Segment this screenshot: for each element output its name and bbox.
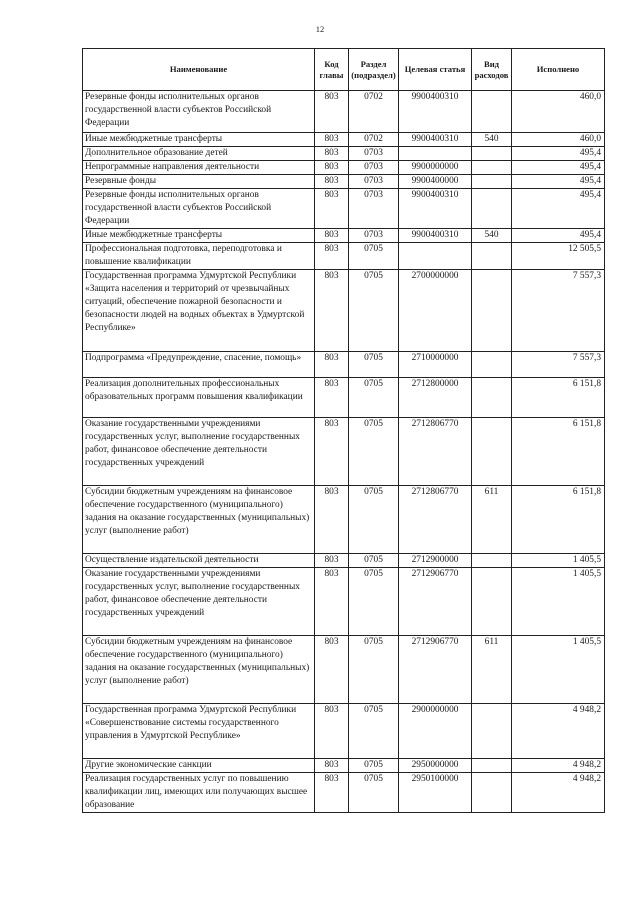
cell-target: 2712806770	[399, 486, 472, 554]
cell-name: Иные межбюджетные трансферты	[83, 229, 315, 243]
cell-code: 803	[315, 229, 349, 243]
table-row	[83, 229, 605, 243]
cell-target: 2710000000	[399, 352, 472, 378]
table-row	[83, 91, 605, 133]
cell-name: Резервные фонды исполнительных органов государственной власти субъектов Российской Федерации	[83, 189, 315, 229]
cell-section: 0702	[349, 91, 399, 133]
header-done: Исполнено	[512, 49, 605, 91]
cell-kind	[472, 352, 512, 378]
cell-section: 0702	[349, 133, 399, 147]
cell-kind	[472, 91, 512, 133]
table-row	[83, 243, 605, 270]
cell-kind: 611	[472, 636, 512, 704]
cell-target: 9900400000	[399, 175, 472, 189]
cell-kind: 540	[472, 133, 512, 147]
cell-name: Субсидии бюджетным учреждениям на финансовое обеспечение государственного (муниципального) задания на оказание государственных (муниципальных) услуг (выполнение работ)	[83, 486, 315, 554]
cell-code: 803	[315, 189, 349, 229]
expenditure-table	[82, 48, 605, 813]
table-row	[83, 175, 605, 189]
table-row	[83, 773, 605, 813]
cell-done: 4 948,2	[512, 704, 605, 759]
cell-name: Профессиональная подготовка, переподготовка и повышение квалификации	[83, 243, 315, 270]
cell-section: 0703	[349, 175, 399, 189]
cell-done: 1 405,5	[512, 636, 605, 704]
cell-name: Другие экономические санкции	[83, 759, 315, 773]
cell-done: 4 948,2	[512, 759, 605, 773]
header-target: Целевая статья	[399, 49, 472, 91]
cell-done: 460,0	[512, 91, 605, 133]
cell-target: 9900000000	[399, 161, 472, 175]
cell-target: 2700000000	[399, 270, 472, 352]
cell-target	[399, 243, 472, 270]
table-row	[83, 378, 605, 418]
cell-kind	[472, 554, 512, 568]
cell-section: 0705	[349, 554, 399, 568]
cell-name: Субсидии бюджетным учреждениям на финансовое обеспечение государственного (муниципального) задания на оказание государственных (муниципальных) услуг (выполнение работ)	[83, 636, 315, 704]
cell-target: 9900400310	[399, 91, 472, 133]
table-row	[83, 636, 605, 704]
table-row	[83, 554, 605, 568]
cell-kind	[472, 147, 512, 161]
cell-section: 0705	[349, 759, 399, 773]
cell-code: 803	[315, 378, 349, 418]
cell-target: 2712906770	[399, 568, 472, 636]
cell-target: 2712900000	[399, 554, 472, 568]
cell-code: 803	[315, 704, 349, 759]
cell-section: 0705	[349, 352, 399, 378]
cell-target: 2712806770	[399, 418, 472, 486]
cell-section: 0705	[349, 270, 399, 352]
header-code: Код главы	[315, 49, 349, 91]
cell-code: 803	[315, 759, 349, 773]
cell-name: Государственная программа Удмуртской Республики «Совершенствование системы государственного управления в Удмуртской Республике»	[83, 704, 315, 759]
cell-code: 803	[315, 418, 349, 486]
cell-kind: 611	[472, 486, 512, 554]
cell-done: 4 948,2	[512, 773, 605, 813]
cell-target: 9900400310	[399, 229, 472, 243]
cell-target: 9900400310	[399, 133, 472, 147]
cell-kind	[472, 243, 512, 270]
cell-code: 803	[315, 133, 349, 147]
cell-code: 803	[315, 270, 349, 352]
cell-code: 803	[315, 147, 349, 161]
cell-code: 803	[315, 568, 349, 636]
cell-name: Реализация государственных услуг по повышению квалификации лиц, имеющих или получающих высшее образование	[83, 773, 315, 813]
cell-code: 803	[315, 161, 349, 175]
cell-kind	[472, 175, 512, 189]
cell-target: 2950100000	[399, 773, 472, 813]
table-row	[83, 270, 605, 352]
cell-done: 12 505,5	[512, 243, 605, 270]
page-number: 12	[315, 24, 325, 34]
cell-code: 803	[315, 243, 349, 270]
cell-target: 2950000000	[399, 759, 472, 773]
cell-done: 495,4	[512, 175, 605, 189]
table-row	[83, 189, 605, 229]
cell-done: 495,4	[512, 189, 605, 229]
cell-kind	[472, 161, 512, 175]
cell-name: Реализация дополнительных профессиональных образовательных программ повышения квалификации	[83, 378, 315, 418]
cell-section: 0703	[349, 161, 399, 175]
table-row	[83, 161, 605, 175]
cell-done: 460,0	[512, 133, 605, 147]
cell-name: Непрограммные направления деятельности	[83, 161, 315, 175]
cell-section: 0705	[349, 378, 399, 418]
cell-section: 0705	[349, 773, 399, 813]
cell-section: 0705	[349, 418, 399, 486]
cell-name: Осуществление издательской деятельности	[83, 554, 315, 568]
table-row	[83, 486, 605, 554]
cell-section: 0705	[349, 704, 399, 759]
cell-name: Подпрограмма «Предупреждение, спасение, помощь»	[83, 352, 315, 378]
cell-section: 0705	[349, 486, 399, 554]
table-row	[83, 133, 605, 147]
cell-done: 7 557,3	[512, 352, 605, 378]
cell-kind	[472, 704, 512, 759]
cell-done: 6 151,8	[512, 418, 605, 486]
cell-code: 803	[315, 175, 349, 189]
cell-name: Оказание государственными учреждениями государственных услуг, выполнение государственных работ, финансовое обеспечение деятельности государственных учреждений	[83, 568, 315, 636]
cell-name: Дополнительное образование детей	[83, 147, 315, 161]
cell-target: 2712800000	[399, 378, 472, 418]
cell-section: 0705	[349, 243, 399, 270]
cell-name: Резервные фонды	[83, 175, 315, 189]
cell-target: 2900000000	[399, 704, 472, 759]
cell-target	[399, 147, 472, 161]
cell-kind	[472, 773, 512, 813]
cell-done: 495,4	[512, 229, 605, 243]
header-name: Наименование	[83, 49, 315, 91]
header-kind: Вид расходов	[472, 49, 512, 91]
cell-section: 0703	[349, 147, 399, 161]
cell-done: 6 151,8	[512, 486, 605, 554]
header-section: Раздел (подраздел)	[349, 49, 399, 91]
cell-name: Оказание государственными учреждениями государственных услуг, выполнение государственных работ, финансовое обеспечение деятельности государственных учреждений	[83, 418, 315, 486]
cell-name: Государственная программа Удмуртской Республики «Защита населения и территорий от чрезвычайных ситуаций, обеспечение пожарной безопасности и безопасности людей на водных объектах в Удмуртской Республике»	[83, 270, 315, 352]
cell-section: 0705	[349, 636, 399, 704]
table-row	[83, 704, 605, 759]
cell-kind	[472, 189, 512, 229]
cell-done: 495,4	[512, 161, 605, 175]
cell-code: 803	[315, 91, 349, 133]
cell-done: 1 405,5	[512, 568, 605, 636]
cell-section: 0703	[349, 229, 399, 243]
cell-section: 0703	[349, 189, 399, 229]
cell-kind	[472, 270, 512, 352]
cell-section: 0705	[349, 568, 399, 636]
cell-kind: 540	[472, 229, 512, 243]
cell-done: 7 557,3	[512, 270, 605, 352]
cell-kind	[472, 418, 512, 486]
cell-done: 495,4	[512, 147, 605, 161]
table-row	[83, 418, 605, 486]
table-row	[83, 147, 605, 161]
cell-code: 803	[315, 554, 349, 568]
cell-code: 803	[315, 486, 349, 554]
cell-target: 9900400310	[399, 189, 472, 229]
cell-kind	[472, 378, 512, 418]
table-header-row	[83, 49, 605, 91]
table-row	[83, 352, 605, 378]
table-row	[83, 759, 605, 773]
cell-done: 6 151,8	[512, 378, 605, 418]
cell-name: Резервные фонды исполнительных органов государственной власти субъектов Российской Федерации	[83, 91, 315, 133]
cell-kind	[472, 759, 512, 773]
cell-done: 1 405,5	[512, 554, 605, 568]
cell-name: Иные межбюджетные трансферты	[83, 133, 315, 147]
cell-code: 803	[315, 352, 349, 378]
table-row	[83, 568, 605, 636]
cell-code: 803	[315, 636, 349, 704]
cell-target: 2712906770	[399, 636, 472, 704]
cell-kind	[472, 568, 512, 636]
cell-code: 803	[315, 773, 349, 813]
